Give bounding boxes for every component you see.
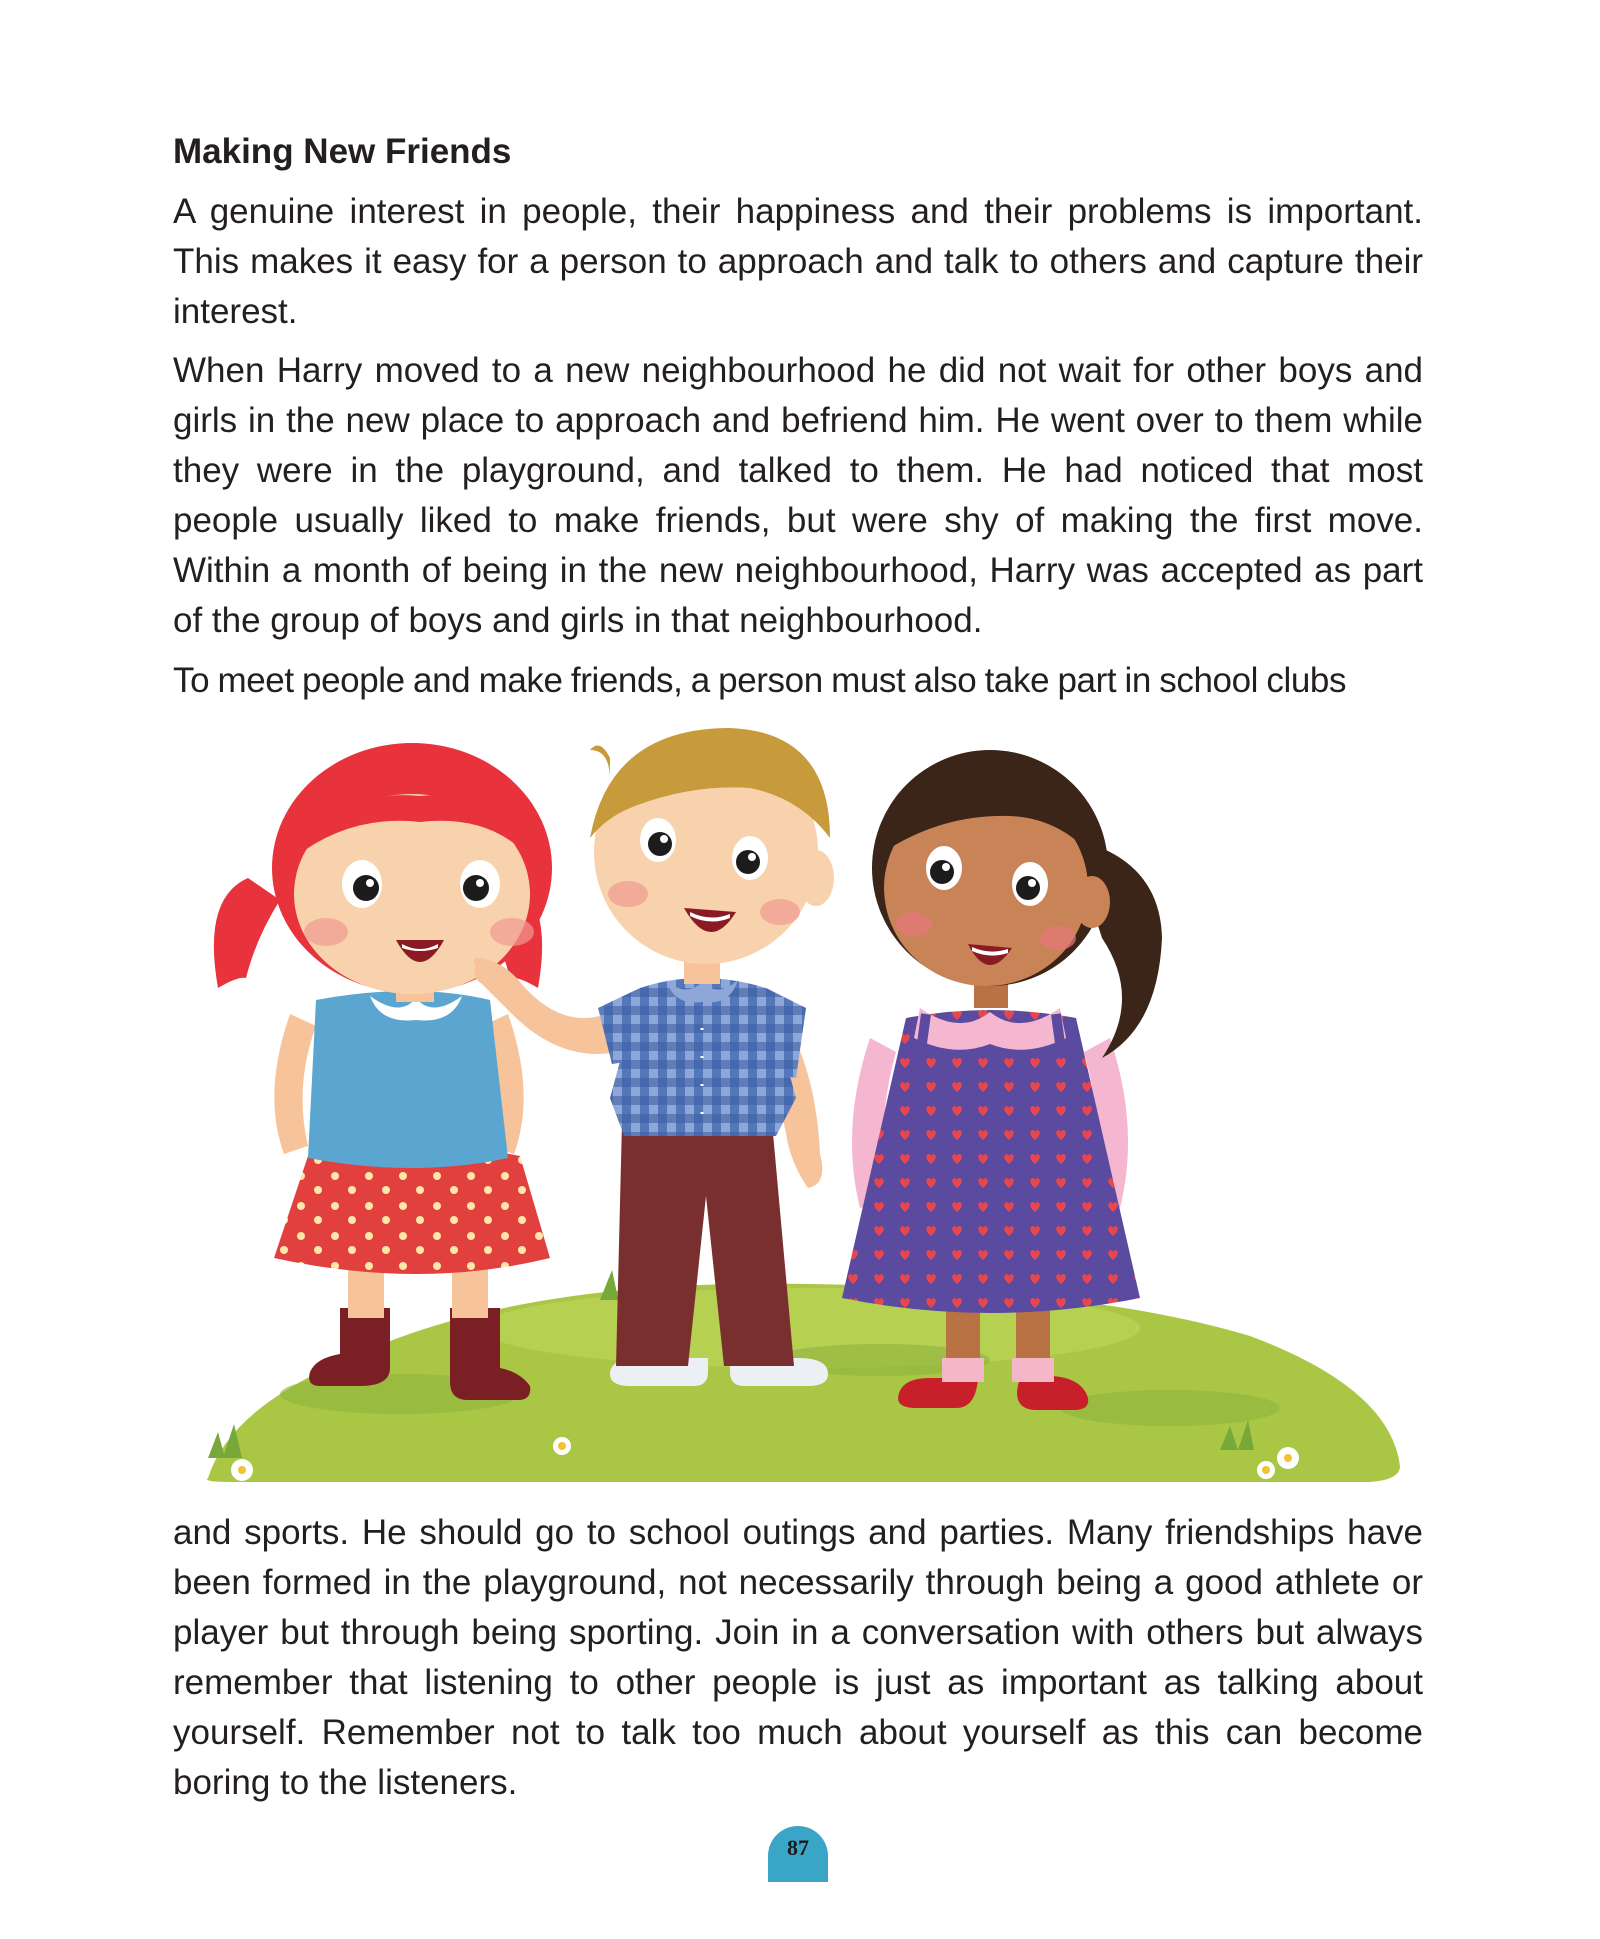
- paragraph-intro: A genuine interest in people, their happiness and their problems is important. This makes it easy for a person to approach and talk to others and capture their interest.: [173, 192, 1423, 331]
- paragraph-clubs-start: To meet people and make friends, a person must also take part in school clubs: [173, 661, 1347, 700]
- page-number: 87: [787, 1835, 809, 1860]
- girl-red-hair: [214, 743, 552, 1400]
- section-heading: Making New Friends: [173, 132, 512, 171]
- page-number-tab: [768, 1826, 828, 1882]
- children-talking-illustration: [190, 718, 1410, 1490]
- paragraph-sports: and sports. He should go to school outings and parties. Many friendships have been formed in the playground, not necessarily through being a good athlete or player but through being sporting. Join in a conversation with others but always remember that listening to other people is just as important as talking about yourself. Remember not to talk too much about yourself as this can become boring to the listeners.: [173, 1513, 1423, 1802]
- paragraph-harry: When Harry moved to a new neighbourhood he did not wait for other boys and girls in the new place to approach and befriend him. He went over to them while they were in the playground, and talked to them. He had noticed that most people usually liked to make friends, but were shy of making the first move. Within a month of being in the new neighbourhood, Harry was accepted as part of the group of boys and girls in that neighbourhood.: [173, 351, 1423, 640]
